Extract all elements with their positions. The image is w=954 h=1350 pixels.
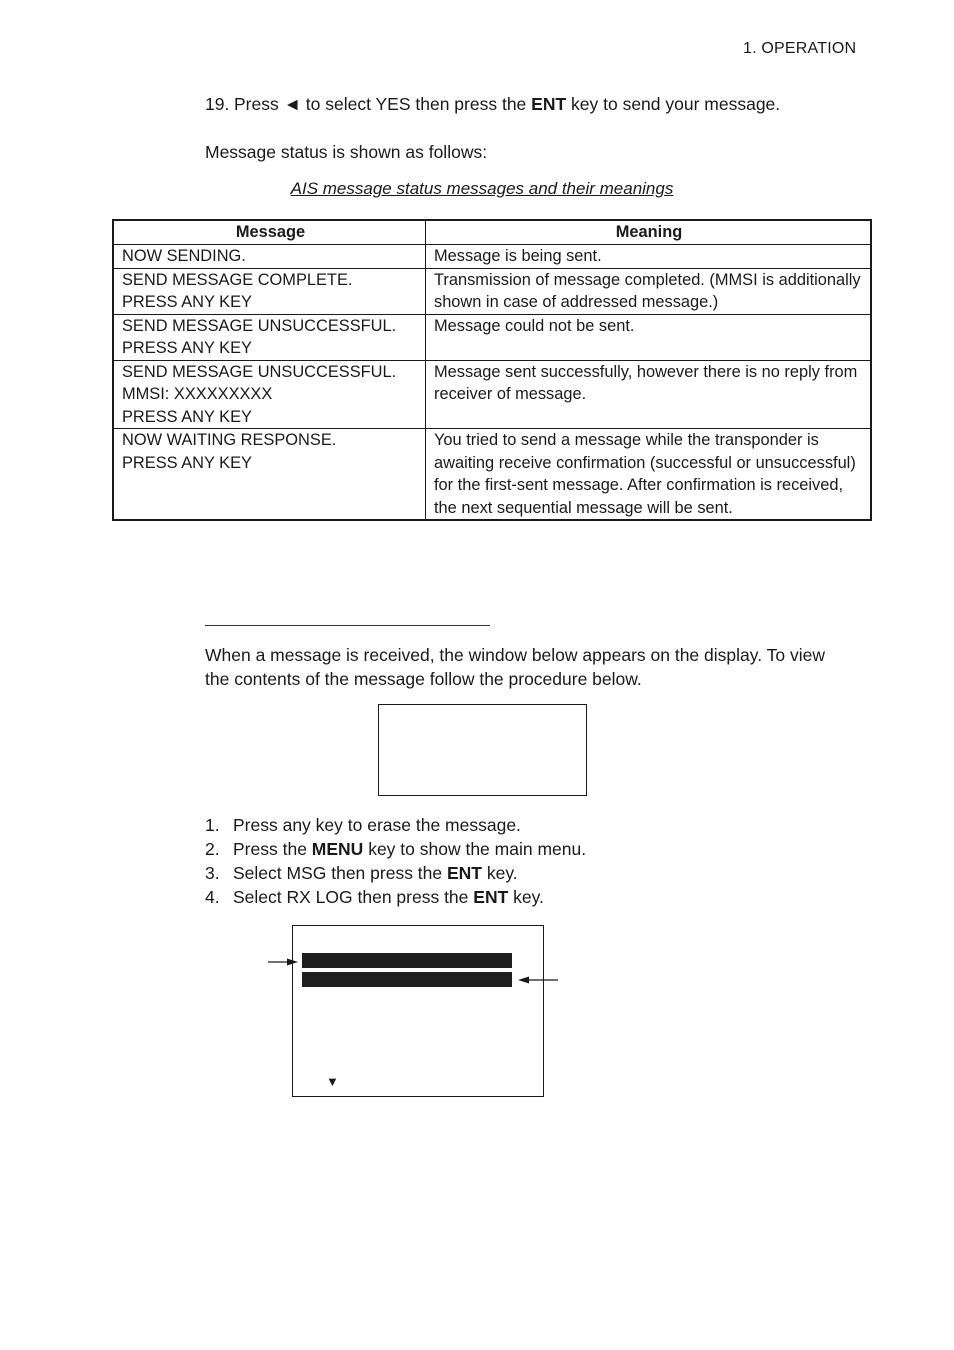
key-name: MENU (311, 839, 364, 859)
meaning-cell: You tried to send a message while the transponder is awaiting receive confirmation (successful or unsuccessful) for the first-sent message. After confirmation is received, the next sequential message will be sent. (426, 429, 872, 521)
step-number: 4. (205, 887, 220, 907)
step-text-before: Select RX LOG then press the (233, 887, 474, 907)
step-number: 3. (205, 863, 220, 883)
step-text-before: Select MSG then press the (233, 863, 447, 883)
step-text-after: key to show the main menu. (363, 839, 587, 859)
right-callout-arrow (518, 977, 558, 984)
section-header: 1. OPERATION (743, 40, 857, 57)
table-caption: AIS message status messages and their meanings (290, 179, 674, 198)
step-text-after: key to send your message. (566, 94, 781, 114)
column-header-message: Message (113, 220, 426, 245)
left-callout-arrow (268, 959, 298, 966)
column-header-meaning: Meaning (426, 220, 872, 245)
meaning-cell: Message sent successfully, however there is no reply from receiver of message. (426, 360, 872, 429)
message-cell: NOW WAITING RESPONSE. PRESS ANY KEY (113, 429, 426, 521)
receive-intro: When a message is received, the window below appears on the display. To view the contents of the message follow the procedure below. (205, 645, 825, 689)
step-text-before: Press the (233, 839, 312, 859)
message-cell: SEND MESSAGE COMPLETE. PRESS ANY KEY (113, 268, 426, 314)
key-name: ENT (473, 887, 509, 907)
status-intro: Message status is shown as follows: (205, 142, 488, 162)
message-cell: SEND MESSAGE UNSUCCESSFUL. MMSI: XXXXXXXXX PRESS ANY KEY (113, 360, 426, 429)
step-number: 2. (205, 839, 220, 859)
meaning-cell: Transmission of message completed. (MMSI is additionally shown in case of addressed message.) (426, 268, 872, 314)
step-text-after: key. (508, 887, 544, 907)
message-cell: SEND MESSAGE UNSUCCESSFUL. PRESS ANY KEY (113, 314, 426, 360)
step-text-before: Press ◄ to select YES then press the (234, 94, 532, 114)
step-text-after: key. (482, 863, 518, 883)
key-name: ENT (531, 94, 567, 114)
step-number: 1. (205, 815, 220, 835)
message-cell: NOW SENDING. (113, 245, 426, 269)
step-number: 19. (205, 94, 230, 114)
meaning-cell: Message is being sent. (426, 245, 872, 269)
meaning-cell: Message could not be sent. (426, 314, 872, 360)
scroll-down-icon: ▼ (326, 1074, 339, 1089)
key-name: ENT (447, 863, 482, 883)
step-text-before: Press any key to erase the message. (233, 815, 521, 835)
